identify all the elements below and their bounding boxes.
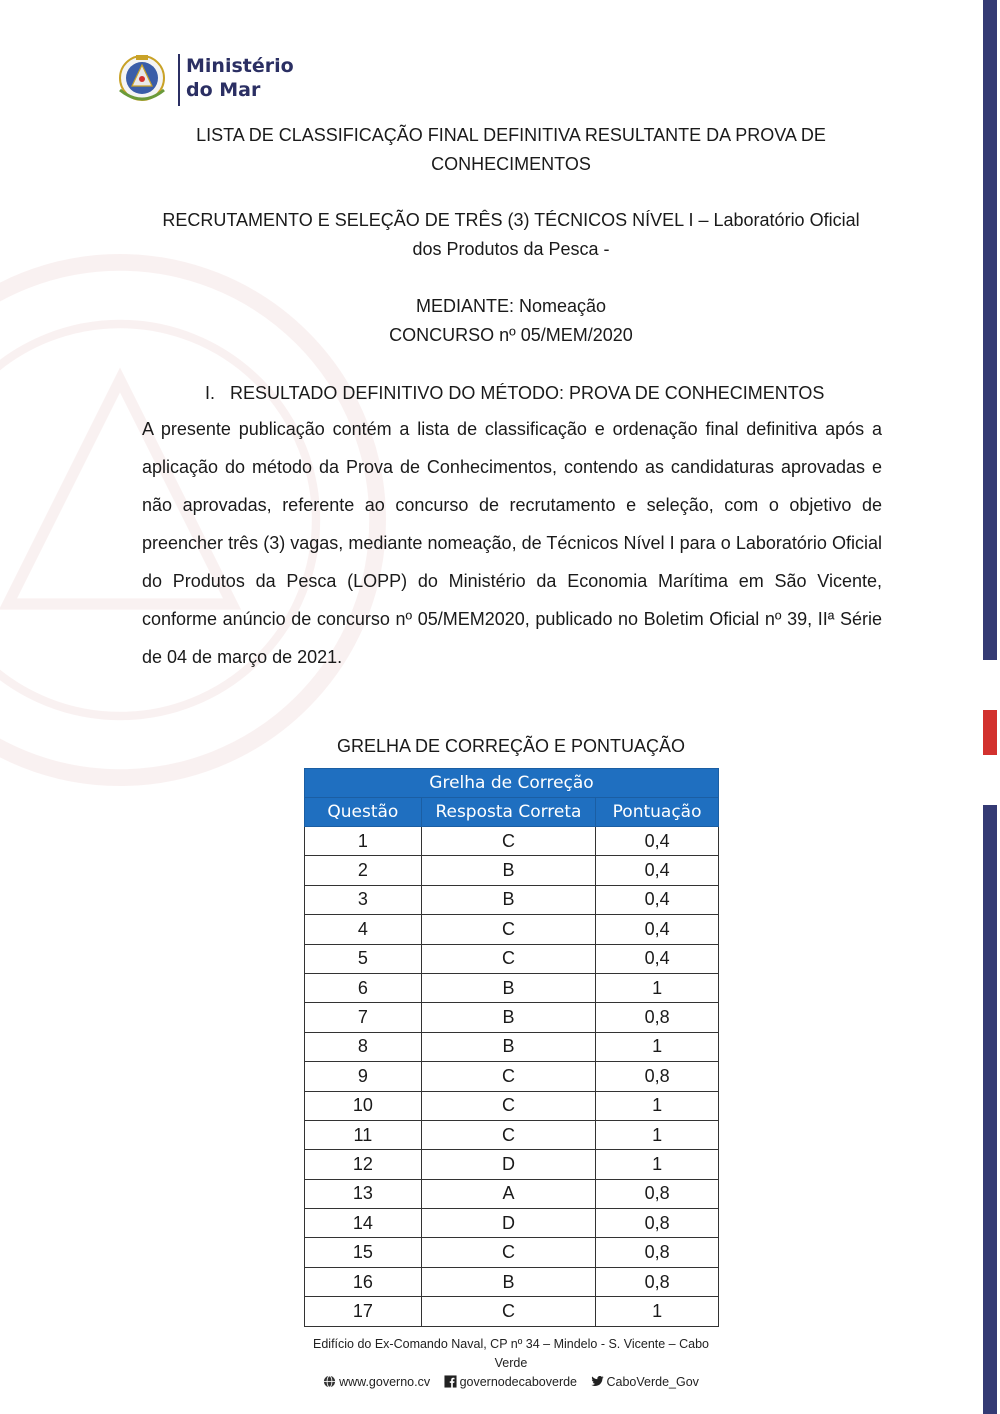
answer-cell: B (421, 1267, 595, 1296)
question-cell: 11 (305, 1120, 422, 1149)
answer-cell: B (421, 1003, 595, 1032)
question-cell: 4 (305, 915, 422, 944)
ministry-logo (112, 50, 292, 110)
score-cell: 0,4 (596, 915, 719, 944)
question-cell: 13 (305, 1179, 422, 1208)
footer-website-text: www.governo.cv (339, 1375, 431, 1389)
document-title (140, 121, 882, 179)
answer-cell: C (421, 1297, 595, 1326)
grid-header-cell: Resposta Correta (421, 798, 595, 827)
facebook-icon (444, 1375, 457, 1388)
answer-cell: C (421, 1062, 595, 1091)
edge-stripe-blue-bottom (983, 805, 997, 1414)
globe-icon (323, 1375, 336, 1388)
contest-number: CONCURSO nº 05/MEM/2020 (389, 325, 633, 345)
recruitment-line1: RECRUTAMENTO E SELEÇÃO DE TRÊS (3) TÉCNICOS NÍVEL I – Laboratório Oficial (162, 210, 860, 230)
section-paragraph: A presente publicação contém a lista de classificação e ordenação final definitiva após a aplicação do método da Prova de Conhecimentos, contendo as candidaturas aprovadas e não aprovadas, referente ao concurso de recrutamento e seleção, com o objetivo de preencher três (3) vagas, mediante nomeação, de Técnicos Nível I para o Laboratório Oficial do Produtos da Pesca (LOPP) do Ministério da Economia Marítima em São Vicente, conforme anúncio de concurso nº 05/MEM2020, publicado no Boletim Oficial nº 39, IIª Série de 04 de março de 2021. (142, 419, 882, 667)
table-row (305, 915, 719, 944)
answer-cell: C (421, 1120, 595, 1149)
table-row (305, 944, 719, 973)
question-cell: 10 (305, 1091, 422, 1120)
table-row (305, 1120, 719, 1149)
answer-cell: B (421, 973, 595, 1002)
answer-cell: C (421, 1091, 595, 1120)
question-cell: 9 (305, 1062, 422, 1091)
logo-name-line1: Ministério (186, 55, 294, 77)
score-cell: 0,4 (596, 827, 719, 856)
score-cell: 0,8 (596, 1003, 719, 1032)
table-row (305, 973, 719, 1002)
recruitment-title (140, 206, 882, 264)
footer-twitter-text: CaboVerde_Gov (606, 1375, 699, 1389)
coat-of-arms-icon (112, 50, 172, 110)
question-cell: 12 (305, 1150, 422, 1179)
section-number: I. (205, 383, 216, 403)
answer-cell: C (421, 915, 595, 944)
table-row (305, 856, 719, 885)
footer-links (300, 1373, 722, 1392)
grid-header-cell: Questão (305, 798, 422, 827)
answer-cell: A (421, 1179, 595, 1208)
table-row (305, 1209, 719, 1238)
correction-grid-table (304, 768, 719, 1327)
question-cell: 7 (305, 1003, 422, 1032)
question-cell: 3 (305, 885, 422, 914)
page-footer (300, 1335, 722, 1392)
table-row (305, 1179, 719, 1208)
table-row (305, 827, 719, 856)
grid-body (305, 827, 719, 1327)
question-cell: 1 (305, 827, 422, 856)
title-line2: CONHECIMENTOS (431, 154, 591, 174)
recruitment-line2: dos Produtos da Pesca - (412, 239, 610, 259)
score-cell: 0,8 (596, 1238, 719, 1267)
answer-cell: C (421, 827, 595, 856)
logo-text (186, 54, 294, 102)
table-row (305, 1062, 719, 1091)
table-row (305, 1003, 719, 1032)
question-cell: 2 (305, 856, 422, 885)
contest-mode: MEDIANTE: Nomeação (415, 296, 607, 316)
table-row (305, 1238, 719, 1267)
answer-cell: D (421, 1150, 595, 1179)
logo-name-line2: do Mar (186, 79, 261, 101)
table-row (305, 1150, 719, 1179)
table-row (305, 1032, 719, 1061)
score-cell: 1 (596, 1091, 719, 1120)
score-cell: 0,8 (596, 1267, 719, 1296)
grid-header-cell: Pontuação (596, 798, 719, 827)
score-cell: 0,8 (596, 1209, 719, 1238)
question-cell: 15 (305, 1238, 422, 1267)
edge-stripe-blue-top (983, 0, 997, 660)
question-cell: 6 (305, 973, 422, 1002)
answer-cell: B (421, 856, 595, 885)
score-cell: 0,4 (596, 856, 719, 885)
footer-twitter[interactable] (591, 1375, 699, 1389)
score-cell: 0,8 (596, 1179, 719, 1208)
answer-cell: D (421, 1209, 595, 1238)
question-cell: 16 (305, 1267, 422, 1296)
footer-facebook[interactable] (444, 1375, 581, 1389)
grid-caption: GRELHA DE CORREÇÃO E PONTUAÇÃO (336, 736, 686, 756)
score-cell: 0,4 (596, 944, 719, 973)
grid-table-title: Grelha de Correção (305, 769, 719, 798)
score-cell: 1 (596, 1150, 719, 1179)
table-row (305, 885, 719, 914)
answer-cell: B (421, 885, 595, 914)
contest-info (140, 292, 882, 350)
section-heading-text: RESULTADO DEFINITIVO DO MÉTODO: PROVA DE CONHECIMENTOS (230, 383, 825, 403)
question-cell: 8 (305, 1032, 422, 1061)
section-heading (205, 380, 824, 406)
twitter-icon (591, 1375, 604, 1388)
score-cell: 0,4 (596, 885, 719, 914)
edge-stripe-red (983, 710, 997, 755)
table-row (305, 1297, 719, 1326)
question-cell: 14 (305, 1209, 422, 1238)
table-row (305, 1267, 719, 1296)
score-cell: 1 (596, 1032, 719, 1061)
score-cell: 1 (596, 1297, 719, 1326)
answer-cell: C (421, 1238, 595, 1267)
logo-divider (178, 54, 180, 106)
footer-address: Edifício do Ex-Comando Naval, CP nº 34 – Mindelo - S. Vicente – Cabo Verde (313, 1337, 709, 1370)
title-line1: LISTA DE CLASSIFICAÇÃO FINAL DEFINITIVA RESULTANTE DA PROVA DE (196, 125, 826, 145)
answer-cell: B (421, 1032, 595, 1061)
score-cell: 0,8 (596, 1062, 719, 1091)
footer-website[interactable] (323, 1375, 434, 1389)
score-cell: 1 (596, 1120, 719, 1149)
table-row (305, 1091, 719, 1120)
answer-cell: C (421, 944, 595, 973)
question-cell: 5 (305, 944, 422, 973)
footer-facebook-text: governodecaboverde (459, 1375, 578, 1389)
question-cell: 17 (305, 1297, 422, 1326)
score-cell: 1 (596, 973, 719, 1002)
grid-header-row (305, 798, 719, 827)
